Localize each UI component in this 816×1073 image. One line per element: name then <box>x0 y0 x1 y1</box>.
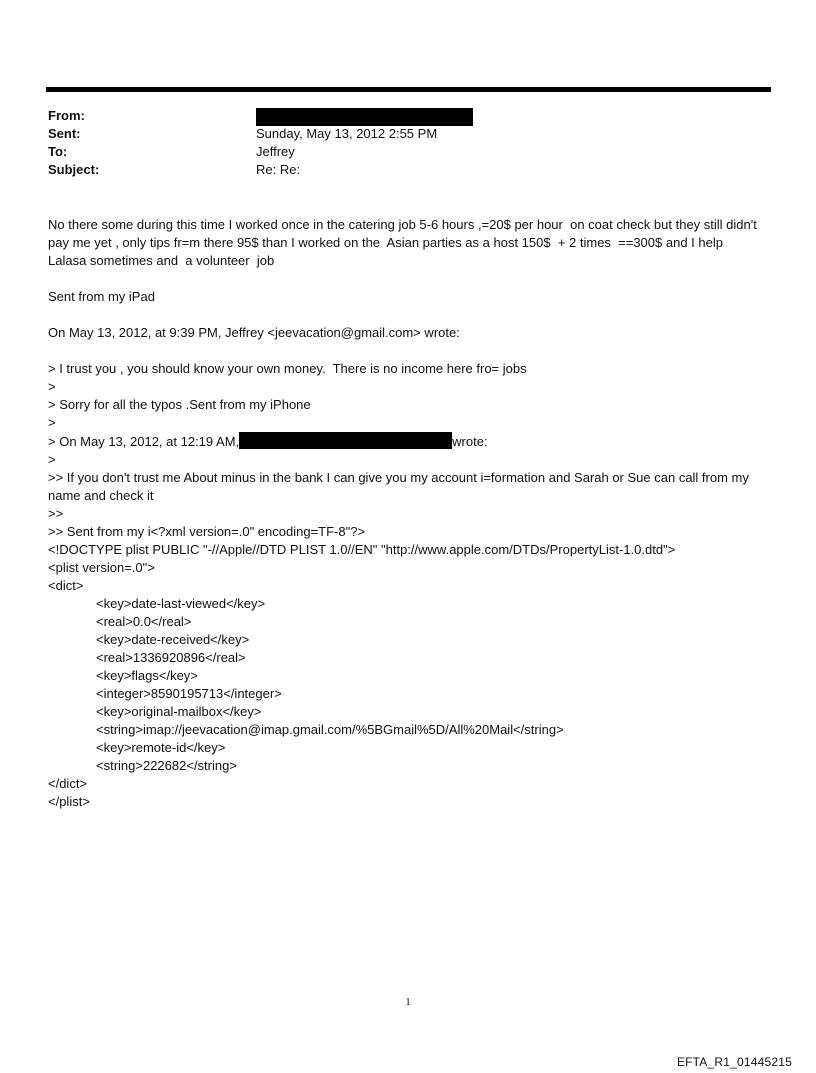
quote-line-5-prefix: > On May 13, 2012, at 12:19 AM, <box>48 434 240 449</box>
email-header <box>48 107 768 179</box>
bates-number: EFTA_R1_01445215 <box>676 1055 792 1069</box>
quote-line-1: > I trust you , you should know your own money. There is no income here fro= jobs <box>48 361 527 376</box>
from-label: From: <box>48 108 85 123</box>
plist-entry: <key>original-mailbox</key> <box>96 704 262 719</box>
page-number: 1 <box>405 996 411 1008</box>
quote-line-7: >> If you don't trust me About minus in the bank I can give you my account i=formation and Sarah or Sue can call from my name and check it <box>48 470 753 503</box>
quote-line-5 <box>48 432 760 451</box>
reply-intro: On May 13, 2012, at 9:39 PM, Jeffrey <jeevacation@gmail.com> wrote: <box>48 325 460 340</box>
dict-open: <dict> <box>48 578 84 593</box>
redaction-block <box>256 108 473 126</box>
quote-line-6: > <box>48 452 56 467</box>
sent-value: Sunday, May 13, 2012 2:55 PM <box>256 126 438 141</box>
sent-label: Sent: <box>48 126 81 141</box>
quote-line-8: >> <box>48 506 64 521</box>
plist-entry: <key>remote-id</key> <box>96 740 226 755</box>
top-divider <box>46 87 771 92</box>
subject-value: Re: Re: <box>256 162 301 177</box>
plist-entry: <real>1336920896</real> <box>96 650 246 665</box>
plist-entry: <key>date-received</key> <box>96 632 250 647</box>
plist-close: </plist> <box>48 794 90 809</box>
from-row <box>48 107 768 125</box>
plist-open: <plist version=.0"> <box>48 560 155 575</box>
plist-entry: <key>date-last-viewed</key> <box>96 596 266 611</box>
from-value <box>256 107 768 125</box>
subject-label: Subject: <box>48 162 100 177</box>
plist-entry: <string>imap://jeevacation@imap.gmail.com/%5BGmail%5D/All%20Mail</string> <box>96 722 564 737</box>
message-paragraph: No there some during this time I worked once in the catering job 5-6 hours ,=20$ per hour on coat check but they still didn't pay me yet , only tips fr=m there 95$ than I worked on the Asian parties as a host 150$ + 2 times ==300$ and I help Lalasa sometimes and a volunteer job <box>48 217 761 268</box>
quote-line-4: > <box>48 415 56 430</box>
plist-entry: <key>flags</key> <box>96 668 198 683</box>
quote-line-9: >> Sent from my i<?xml version=.0" encoding=TF-8"?> <box>48 524 366 539</box>
plist-entry: <integer>8590195713</integer> <box>96 686 282 701</box>
to-value: Jeffrey <box>256 144 295 159</box>
plist-entry: <string>222682</string> <box>96 758 237 773</box>
to-label: To: <box>48 144 68 159</box>
signature-line: Sent from my iPad <box>48 289 155 304</box>
quote-line-2: > <box>48 379 56 394</box>
email-body <box>48 216 760 811</box>
dict-close: </dict> <box>48 776 88 791</box>
plist-entry: <real>0.0</real> <box>96 614 192 629</box>
redaction-block <box>239 432 452 449</box>
quote-line-5-suffix: wrote: <box>452 434 488 449</box>
quote-line-3: > Sorry for all the typos .Sent from my iPhone <box>48 397 311 412</box>
to-row <box>48 143 768 161</box>
plist-doctype: <!DOCTYPE plist PUBLIC "-//Apple//DTD PLIST 1.0//EN" "http://www.apple.com/DTDs/PropertyList-1.0.dtd"> <box>48 542 676 557</box>
sent-row <box>48 125 768 143</box>
subject-row <box>48 161 768 179</box>
